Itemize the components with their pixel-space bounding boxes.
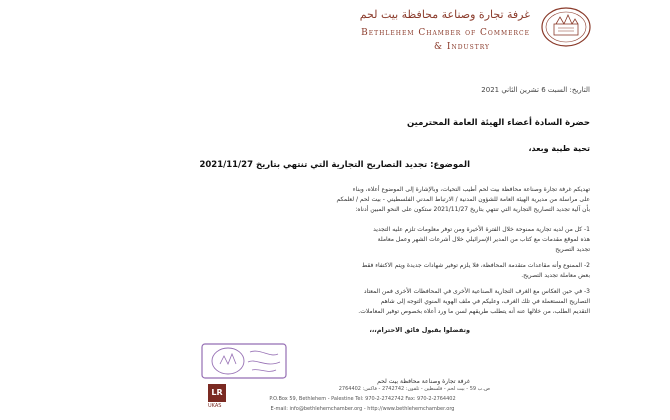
body-line: بعض معاملة تجديد التصريح. (521, 272, 590, 279)
chamber-logo-icon (540, 6, 592, 48)
footer-arabic-address: ص.ب 59 - بيت لحم - فلسطين - تلفون: 2742742 - فاكس: 2764402 (338, 386, 490, 392)
body-line: تجديد التصريح (555, 246, 590, 253)
letterhead-english-line2: & Industry (434, 42, 490, 52)
letterhead (200, 4, 530, 64)
certification-logo-text: LR (211, 388, 223, 397)
letterhead-arabic-name: غرفة تجارة وصناعة محافظة بيت لحم (359, 8, 530, 21)
body-line: تهديكم غرفة تجارة وصناعة محافظة بيت لحم أطيب التحيات، وبالإشارة إلى الموضوع أعلاه، وبناء (352, 186, 590, 193)
body-line: التصاريح المستعملة في تلك الغرف، وعليكم في ملف الهوية المنوي التوجه إلى شاهم (380, 298, 590, 305)
body-line: 3- في حين العكاس مع الغرف التجارية الصناعية الأخرى في المحافظات الأخرى فمن المعتاد (363, 288, 590, 295)
body-line: التقديم الطلب، من خلالها عنه أنه يتطلب طريقهم لسن ما ورد أعلاه بخصوص توفير المعاملات. (358, 308, 590, 315)
letter-closing: وتفضلوا بقبول فائق الاحترام،،، (369, 326, 470, 334)
letter-addressee: حضرة السادة أعضاء الهيئة العامة المحترمين (407, 118, 590, 128)
letter-date: التاريخ: السبت 6 تشرين الثاني 2021 (481, 86, 590, 94)
body-line: هذه لموقع مقدمات مع كتاب من المدير الإسرائيلي خلال أشرعات الشهر وعمل معاملة (377, 236, 590, 243)
letter-subject: الموضوع: تجديد التصاريح التجارية التي تنتهي بتاريخ 2021/11/27 (199, 160, 470, 170)
letter-greeting: تحية طيبة وبعد، (528, 144, 590, 153)
official-stamp-icon (200, 342, 288, 380)
footer-contact: E-mail: info@bethlehemchamber.org - http://www.bethlehemchamber.org (270, 406, 455, 412)
certification-logo-icon (208, 384, 226, 402)
letterhead-english-line1: Bethlehem Chamber of Commerce (361, 28, 530, 38)
body-line: 1- كل من لديه تجارية ممنوحة خلال الفترة الأخيرة ومن توفر معلومات تلزم عليه التجديد (373, 226, 590, 233)
certification-caption: UKAS (208, 403, 222, 409)
body-line: على مراسلة من مديرية الهيئة العامة للشؤون المدنية / الارتباط المدني الفلسطيني - بيت لحم / لعلمكم (336, 196, 590, 203)
body-line: بأن آلية تجديد التصاريح التجارية التي تنتهي بتاريخ 2021/11/27 ستكون على النحو المبين أدناه: (355, 206, 590, 213)
letter-signature: غرفة تجارة وصناعة محافظة بيت لحم (377, 378, 470, 385)
footer-english-address: P.O.Box 59, Bethlehem - Palestine Tel: 970-2-2742742 Fax: 970-2-2764402 (269, 396, 456, 402)
body-line: 2- الممنوع وأنه مقاعدات متقدمة المحافظة، فلا يلزم توفير شهادات جديدة ويتم الاكتفاء فقط (361, 262, 590, 269)
